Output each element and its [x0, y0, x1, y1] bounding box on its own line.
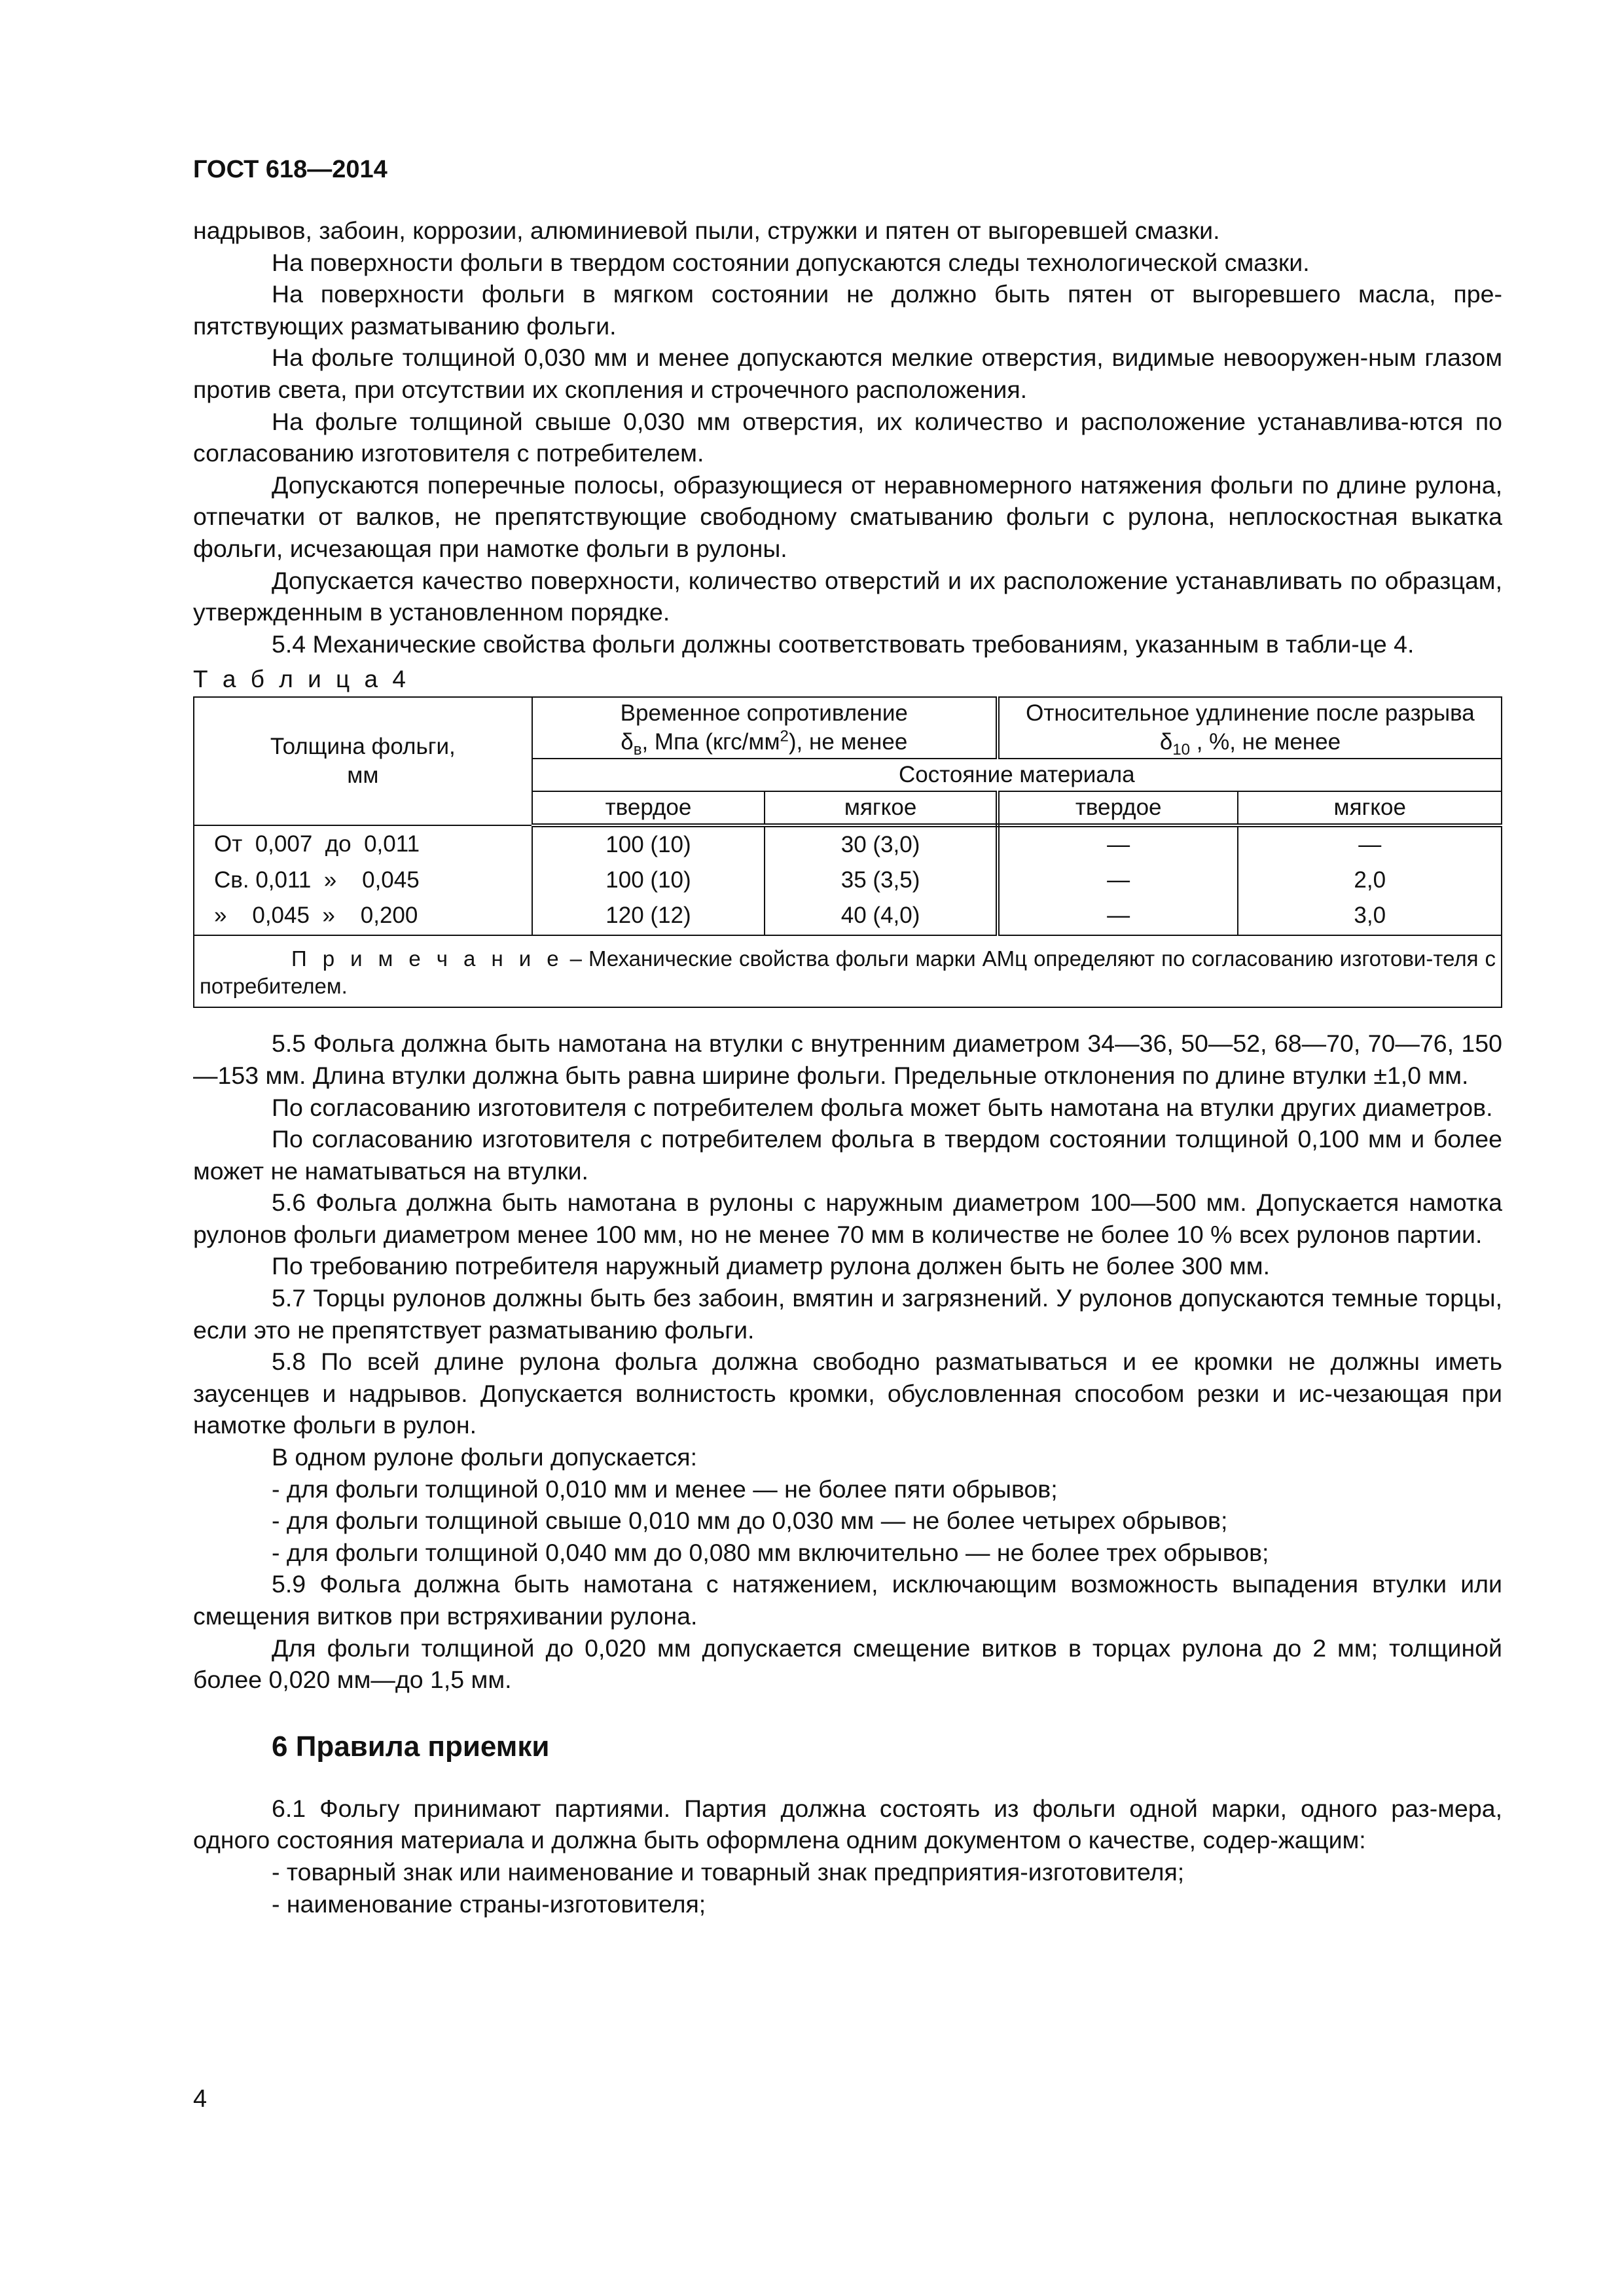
header-elong-line1: Относительное удлинение после разрыва — [1026, 700, 1475, 726]
header-strength-sup: 2 — [780, 727, 789, 745]
paragraph: На фольге толщиной 0,030 мм и менее допускаются мелкие отверстия, видимые невооружен-ным глазом против света, при отсутствии их скопления и строчечного расположения. — [193, 344, 1502, 403]
header-strength-soft: мягкое — [765, 791, 998, 825]
paragraph: Допускается качество поверхности, количество отверстий и их расположение устанавливать по образцам, утвержденным в установленном порядке. — [193, 566, 1502, 626]
section-title: 6 Правила приемки — [272, 1730, 550, 1763]
cell-strength-hard: 100 (10) — [532, 863, 765, 898]
paragraph: По требованию потребителя наружный диаметр рулона должен быть не более 300 мм. — [272, 1252, 1270, 1280]
cell-strength-hard: 100 (10) — [532, 825, 765, 863]
page-number: 4 — [193, 2085, 208, 2113]
paragraph: 5.9 Фольга должна быть намотана с натяжением, исключающим возможность выпадения втулки или смещения витков при встряхивании рулона. — [193, 1570, 1502, 1630]
paragraph: 5.4 Механические свойства фольги должны соответствовать требованиям, указанным в табли-це 4. — [272, 630, 1415, 658]
table-row — [194, 863, 1502, 898]
header-material-state: Состояние материала — [532, 759, 1502, 791]
list-item: - товарный знак или наименование и товарный знак предприятия-изготовителя; — [272, 1857, 1185, 1886]
paragraph: 5.5 Фольга должна быть намотана на втулки с внутренним диаметром 34—36, 50—52, 68—70, 70—76, 150—153 мм. Длина втулки должна быть равна ширине фольги. Предельные отклонения по длине втулки ±1,0 мм. — [193, 1030, 1502, 1089]
paragraph: 5.8 По всей длине рулона фольга должна свободно разматываться и ее кромки не должны иметь заусенцев и надрывов. Допускается волнистость кромки, обусловленная способом резки и ис-чезающая при намотке фольги в рулон. — [193, 1348, 1502, 1439]
paragraph: 5.7 Торцы рулонов должны быть без забоин, вмятин и загрязнений. У рулонов допускаются темные торцы, если это не препятствует разматыванию фольги. — [193, 1284, 1502, 1344]
cell-elong-soft: 2,0 — [1238, 863, 1502, 898]
cell-strength-soft: 40 (4,0) — [765, 898, 998, 935]
cell-thickness: Св. 0,011 » 0,045 — [194, 863, 532, 898]
document-body — [193, 215, 1502, 1920]
paragraph: По согласованию изготовителя с потребителем фольга в твердом состоянии толщиной 0,100 мм и более может не наматываться на втулки. — [193, 1125, 1502, 1185]
paragraph: Для фольги толщиной до 0,020 мм допускается смещение витков в торцах рулона до 2 мм; толщиной более 0,020 мм—до 1,5 мм. — [193, 1634, 1502, 1694]
cell-thickness: » 0,045 » 0,200 — [194, 898, 532, 935]
paragraph: надрывов, забоин, коррозии, алюминиевой пыли, стружки и пятен от выгоревшей смазки. — [193, 217, 1220, 244]
header-strength-line1: Временное сопротивление — [620, 700, 908, 726]
header-strength-unit: , Мпа (кгс/мм — [641, 729, 780, 755]
paragraph: 6.1 Фольгу принимают партиями. Партия должна состоять из фольги одной марки, одного раз-мера, одного состояния материала и должна быть оформлена одним документом о качестве, содер-жащим: — [193, 1794, 1502, 1854]
list-item: - для фольги толщиной свыше 0,010 мм до 0,030 мм — не более четырех обрывов; — [272, 1507, 1228, 1535]
mechanical-properties-table — [193, 696, 1502, 1008]
cell-elong-soft: 3,0 — [1238, 898, 1502, 935]
header-strength-sub: в — [633, 741, 642, 759]
table-row — [194, 898, 1502, 935]
document-page — [193, 0, 1502, 2296]
header-strength-hard: твердое — [532, 791, 765, 825]
cell-thickness: От 0,007 до 0,011 — [194, 825, 532, 863]
cell-elong-soft: — — [1238, 825, 1502, 863]
cell-strength-hard: 120 (12) — [532, 898, 765, 935]
paragraph: На поверхности фольги в мягком состоянии не должно быть пятен от выгоревшего масла, пре-пятствующих разматыванию фольги. — [193, 280, 1502, 340]
paragraph: В одном рулоне фольги допускается: — [272, 1443, 698, 1471]
paragraph: На поверхности фольги в твердом состоянии допускаются следы технологической смазки. — [272, 248, 1310, 276]
header-elong-delta: δ — [1159, 729, 1173, 755]
cell-strength-soft: 30 (3,0) — [765, 825, 998, 863]
table-caption: Т а б л и ц а 4 — [193, 666, 410, 693]
note-text: – Механические свойства фольги марки АМц определяют по согласованию изготови-теля с потребителем. — [200, 946, 1496, 999]
table-row — [194, 825, 1502, 863]
table-note — [194, 935, 1502, 1007]
cell-elong-hard: — — [998, 825, 1238, 863]
header-strength-delta: δ — [621, 729, 634, 755]
list-item: - для фольги толщиной 0,040 мм до 0,080 мм включительно — не более трех обрывов; — [272, 1538, 1269, 1566]
header-elong-sub: 10 — [1172, 741, 1190, 759]
paragraph: По согласованию изготовителя с потребителем фольга может быть намотана на втулки других диаметров. — [272, 1093, 1493, 1121]
list-item: - для фольги толщиной 0,010 мм и менее — не более пяти обрывов; — [272, 1475, 1058, 1503]
paragraph: На фольге толщиной свыше 0,030 мм отверстия, их количество и расположение устанавлива-ются по согласованию изготовителя с потребителем. — [193, 407, 1502, 467]
list-item: - наименование страны-изготовителя; — [272, 1890, 706, 1918]
header-thickness: Толщина фольги, мм — [194, 697, 532, 825]
cell-strength-soft: 35 (3,5) — [765, 863, 998, 898]
header-elong-soft: мягкое — [1238, 791, 1502, 825]
document-header: ГОСТ 618—2014 — [193, 156, 388, 183]
cell-elong-hard: — — [998, 898, 1238, 935]
note-label: П р и м е ч а н и е — [291, 946, 564, 971]
header-tensile-strength — [532, 697, 998, 759]
cell-elong-hard: — — [998, 863, 1238, 898]
paragraph: Допускаются поперечные полосы, образующиеся от неравномерного натяжения фольги по длине рулона, отпечатки от валков, не препятствующие свободному сматыванию фольги с рулона, неплоскостная выкатка фольги, исчезающая при намотке фольги в рулоны. — [193, 471, 1502, 562]
header-elong-tail: , %, не менее — [1190, 729, 1341, 755]
paragraph: 5.6 Фольга должна быть намотана в рулоны с наружным диаметром 100—500 мм. Допускается намотка рулонов фольги диаметром менее 100 мм, но не менее 70 мм в количестве не более 10 % всех рулонов партии. — [193, 1189, 1502, 1248]
header-strength-tail: ), не менее — [788, 729, 908, 755]
header-elong-hard: твердое — [998, 791, 1238, 825]
header-elongation — [998, 697, 1502, 759]
